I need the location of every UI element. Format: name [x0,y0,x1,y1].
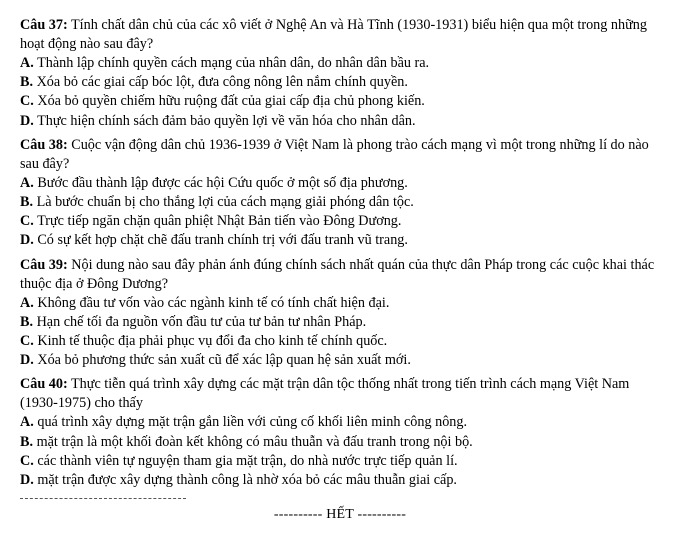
option-label: D. [20,112,34,129]
question-stem: Tính chất dân chủ của các xô viết ở Nghệ An và Hà Tĩnh (1930-1931) biểu hiện qua một trong những hoạt động nào sau đây? [20,17,647,52]
option-c [20,332,668,351]
option-a [20,174,668,193]
option-d [20,351,668,370]
option-text: Có sự kết hợp chặt chẽ đấu tranh chính trị với đấu tranh vũ trang. [33,232,408,249]
question-38 [20,136,668,251]
option-label: B. [20,313,34,330]
option-b [20,313,668,332]
option-text: Xóa bỏ quyền chiếm hữu ruộng đất của giai cấp địa chủ phong kiến. [33,93,425,110]
option-text: Không đầu tư vốn vào các ngành kinh tế có tính chất hiện đại. [33,294,390,311]
option-text: Bước đầu thành lập được các hội Cứu quốc ở một số địa phương. [33,174,408,191]
option-label: C. [20,452,34,469]
question-number: Câu 40: [20,376,68,393]
option-label: A. [20,174,34,191]
option-a [20,294,668,313]
option-label: C. [20,333,34,350]
option-text: Xóa bỏ phương thức sản xuất cũ để xác lập quan hệ sản xuất mới. [33,352,411,369]
option-d [20,112,668,131]
option-text: Hạn chế tối đa nguồn vốn đầu tư của tư bản tư nhân Pháp. [33,313,367,330]
question-stem: Cuộc vận động dân chủ 1936-1939 ở Việt Nam là phong trào cách mạng vì một trong những lí do nào sau đây? [20,136,649,172]
option-text: mặt trận được xây dựng thành công là nhờ xóa bỏ các mâu thuẫn giai cấp. [33,472,457,489]
option-label: A. [20,55,34,71]
question-number: Câu 37: [20,17,68,33]
option-c [20,452,668,471]
footer-divider [20,498,186,499]
option-label: D. [20,472,34,489]
option-b [20,193,668,212]
question-37 [20,16,668,131]
option-b [20,73,668,92]
option-text: mặt trận là một khối đoàn kết không có mâu thuẫn và đấu tranh trong nội bộ. [33,433,473,450]
question-stem: Thực tiễn quá trình xây dựng các mặt trận dân tộc thống nhất trong tiến trình cách mạng Việt Nam (1930-1975) cho thấy [20,376,630,412]
option-a [20,413,668,432]
option-text: Xóa bỏ các giai cấp bóc lột, đưa công nông lên nắm chính quyền. [33,74,408,91]
option-a [20,54,668,73]
question-text [20,375,668,413]
option-text: Kinh tế thuộc địa phải phục vụ đổi đa cho kinh tế chính quốc. [33,333,388,350]
question-stem: Nội dung nào sau đây phản ánh đúng chính sách nhất quán của thực dân Pháp trong các cuộc khai thác thuộc địa ở Đông Dương? [20,256,655,292]
option-label: C. [20,93,34,110]
question-40 [20,375,668,490]
option-label: D. [20,352,34,369]
option-label: C. [20,213,34,230]
option-c [20,212,668,231]
option-text: Là bước chuẩn bị cho thắng lợi của cách mạng giải phóng dân tộc. [33,194,414,211]
option-d [20,471,668,490]
option-text: quá trình xây dựng mặt trận gắn liền với củng cố khối liên minh công nông. [33,414,468,431]
question-number: Câu 38: [20,136,68,153]
option-text: Thành lập chính quyền cách mạng của nhân dân, do nhân dân bầu ra. [33,55,430,71]
option-label: A. [20,414,34,431]
option-label: A. [20,294,34,311]
option-label: D. [20,232,34,249]
option-text: Trực tiếp ngăn chặn quân phiệt Nhật Bản tiến vào Đông Dương. [33,213,402,230]
option-text: Thực hiện chính sách đảm bảo quyền lợi về văn hóa cho nhân dân. [33,112,416,129]
option-label: B. [20,74,34,91]
option-b [20,433,668,452]
option-d [20,231,668,250]
option-label: B. [20,194,34,211]
option-label: B. [20,433,34,450]
option-c [20,92,668,111]
question-number: Câu 39: [20,256,68,273]
question-text [20,136,668,174]
end-marker: ---------- HẾT ---------- [273,507,407,522]
question-text [20,256,668,294]
option-text: các thành viên tự nguyện tham gia mặt trận, do nhà nước trực tiếp quản lí. [33,452,458,469]
question-text [20,16,668,54]
question-39 [20,256,668,371]
